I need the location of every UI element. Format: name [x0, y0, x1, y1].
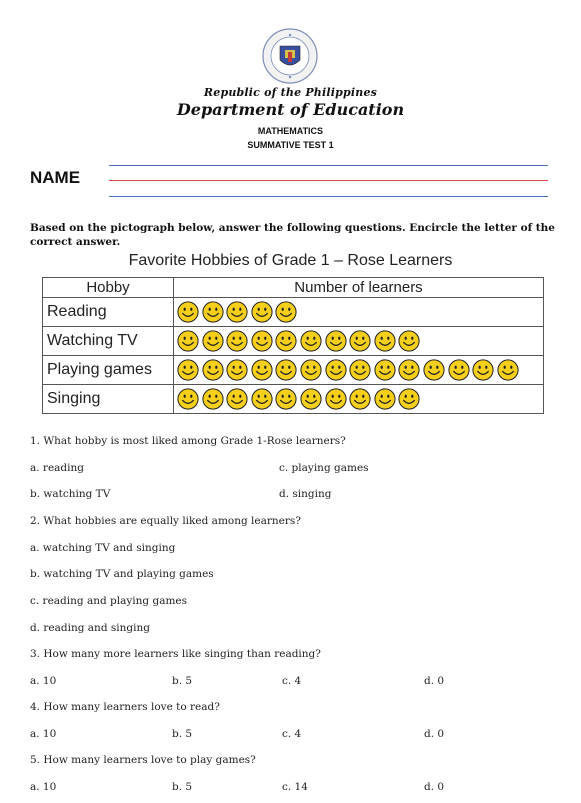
smiley-row — [174, 388, 543, 410]
test-title: SUMMATIVE TEST 1 — [247, 140, 334, 150]
smiley-icon — [398, 330, 420, 352]
q1-choice-a[interactable]: a. reading — [30, 462, 84, 474]
smiley-icon — [202, 301, 224, 323]
smiley-icon — [448, 359, 470, 381]
q5-choice-a[interactable]: a. 10 — [30, 781, 57, 793]
question-3: 3. How many more learners like singing than reading? — [30, 648, 321, 660]
question-2: 2. What hobbies are equally liked among learners? — [30, 515, 301, 527]
q3-choice-b[interactable]: b. 5 — [172, 675, 193, 687]
q4-choice-c[interactable]: c. 4 — [282, 728, 302, 740]
smiley-icon — [226, 301, 248, 323]
smiley-icon — [226, 330, 248, 352]
smiley-icon — [226, 359, 248, 381]
smiley-icon — [374, 388, 396, 410]
name-line-bottom — [109, 196, 548, 197]
smiley-icon — [325, 330, 347, 352]
question-1: 1. What hobby is most liked among Grade 1-Rose learners? — [30, 435, 346, 447]
q5-choice-b[interactable]: b. 5 — [172, 781, 193, 793]
q3-choice-c[interactable]: c. 4 — [282, 675, 302, 687]
pictograph-title: Favorite Hobbies of Grade 1 – Rose Learners — [128, 252, 453, 269]
q1-choice-d[interactable]: d. singing — [279, 488, 332, 500]
q2-choice-a[interactable]: a. watching TV and singing — [30, 542, 176, 554]
q1-choice-c[interactable]: c. playing games — [279, 462, 369, 474]
hobby-cell: Singing — [43, 385, 174, 414]
smiley-row — [174, 301, 543, 323]
smiley-icon — [349, 330, 371, 352]
smiley-icon — [300, 388, 322, 410]
smiley-icon — [472, 359, 494, 381]
pictograph-table — [42, 277, 544, 414]
smiley-icon — [275, 330, 297, 352]
question-5: 5. How many learners love to play games? — [30, 754, 256, 766]
smiley-icon — [177, 330, 199, 352]
subject-title: MATHEMATICS — [257, 126, 324, 136]
smiley-icon — [275, 301, 297, 323]
question-4: 4. How many learners love to read? — [30, 701, 220, 713]
smiley-icon — [275, 359, 297, 381]
smiley-icon — [177, 388, 199, 410]
hobby-cell: Reading — [43, 298, 174, 327]
q3-choice-d[interactable]: d. 0 — [424, 675, 445, 687]
q4-choice-a[interactable]: a. 10 — [30, 728, 57, 740]
smiley-icon — [251, 301, 273, 323]
table-row — [43, 298, 544, 327]
header-hobby: Hobby — [43, 278, 174, 298]
smiley-icon — [349, 359, 371, 381]
deped-seal — [262, 28, 318, 84]
q3-choice-a[interactable]: a. 10 — [30, 675, 57, 687]
smiley-icon — [202, 330, 224, 352]
name-line-top — [109, 165, 548, 166]
smiley-icon — [177, 359, 199, 381]
smiley-icon — [398, 388, 420, 410]
smiley-icon — [398, 359, 420, 381]
table-row — [43, 385, 544, 414]
hobby-cell: Watching TV — [43, 327, 174, 356]
smiley-icon — [349, 388, 371, 410]
q5-choice-c[interactable]: c. 14 — [282, 781, 308, 793]
smiley-icon — [374, 330, 396, 352]
hobby-cell: Playing games — [43, 356, 174, 385]
smiley-icon — [497, 359, 519, 381]
q2-choice-d[interactable]: d. reading and singing — [30, 622, 150, 634]
q4-choice-b[interactable]: b. 5 — [172, 728, 193, 740]
pictograph-header-row — [43, 278, 544, 298]
seal-icon — [262, 28, 318, 84]
q2-choice-c[interactable]: c. reading and playing games — [30, 595, 188, 607]
table-row — [43, 327, 544, 356]
smiley-icon — [177, 301, 199, 323]
smiley-icon — [374, 359, 396, 381]
smiley-row — [174, 359, 543, 381]
name-line-middle — [109, 180, 548, 181]
smiley-icon — [300, 330, 322, 352]
smiley-icon — [325, 388, 347, 410]
instructions: Based on the pictograph below, answer the following questions. Encircle the letter of the correct answer. — [30, 222, 555, 248]
smiley-icon — [226, 388, 248, 410]
q4-choice-d[interactable]: d. 0 — [424, 728, 445, 740]
smiley-icon — [275, 388, 297, 410]
q1-choice-b[interactable]: b. watching TV — [30, 488, 111, 500]
department-title: Department of Education — [176, 100, 405, 119]
q2-choice-b[interactable]: b. watching TV and playing games — [30, 568, 214, 580]
q5-choice-d[interactable]: d. 0 — [424, 781, 445, 793]
smiley-icon — [251, 388, 273, 410]
smiley-icon — [202, 388, 224, 410]
smiley-icon — [251, 359, 273, 381]
smiley-row — [174, 330, 543, 352]
smiley-icon — [300, 359, 322, 381]
name-label: NAME — [30, 168, 81, 187]
smiley-icon — [251, 330, 273, 352]
republic-line: Republic of the Philippines — [203, 86, 378, 99]
smiley-icon — [423, 359, 445, 381]
smiley-icon — [325, 359, 347, 381]
smiley-icon — [202, 359, 224, 381]
table-row — [43, 356, 544, 385]
header-number-of-learners: Number of learners — [174, 278, 544, 298]
